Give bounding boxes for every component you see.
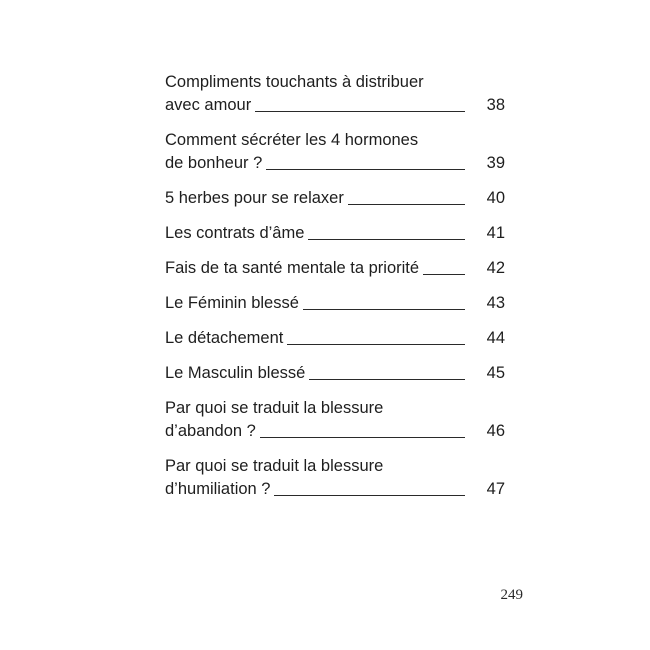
dot-leader xyxy=(260,437,465,438)
toc-page-number: 39 xyxy=(486,154,505,172)
dot-leader xyxy=(309,379,464,380)
toc-entry-title: 5 herbes pour se relaxer xyxy=(165,189,344,207)
toc-entry-title-line xyxy=(165,478,505,501)
toc-entry-title: Les contrats d’âme xyxy=(165,224,305,242)
toc-entry-title-line xyxy=(165,257,505,280)
toc-entry[interactable] xyxy=(165,292,505,315)
dot-leader xyxy=(266,169,464,170)
toc-entry-title-line xyxy=(165,94,505,117)
dot-leader xyxy=(287,344,464,345)
dot-leader xyxy=(274,495,464,496)
dot-leader xyxy=(348,204,465,205)
toc-entry-title: Le détachement xyxy=(165,329,284,347)
toc-entry-title: Comment sécréter les 4 hormones xyxy=(165,131,419,149)
toc-page-number: 41 xyxy=(486,224,505,242)
page-number-footer: 249 xyxy=(500,587,523,603)
toc-page-number: 40 xyxy=(486,189,505,207)
toc-entry-title: Fais de ta santé mentale ta priorité xyxy=(165,259,420,277)
dot-leader xyxy=(308,239,464,240)
toc-entry-title: d’humiliation ? xyxy=(165,480,271,498)
toc-entry-title: Le Masculin blessé xyxy=(165,364,306,382)
toc-entry-title: d’abandon ? xyxy=(165,422,256,440)
toc-entry[interactable] xyxy=(165,129,505,175)
toc-entry-title-line xyxy=(165,420,505,443)
toc-entry-title-line xyxy=(165,397,505,420)
toc-entry[interactable] xyxy=(165,362,505,385)
toc-page-number: 42 xyxy=(486,259,505,277)
toc-entry-title: de bonheur ? xyxy=(165,154,263,172)
table-of-contents xyxy=(165,71,505,513)
dot-leader xyxy=(423,274,465,275)
toc-entry-title: Par quoi se traduit la blessure xyxy=(165,457,384,475)
toc-entry[interactable] xyxy=(165,397,505,443)
toc-entry-title-line xyxy=(165,362,505,385)
toc-entry-title-line xyxy=(165,455,505,478)
toc-page-number: 46 xyxy=(486,422,505,440)
toc-page-number: 44 xyxy=(486,329,505,347)
toc-entry-title: Le Féminin blessé xyxy=(165,294,299,312)
dot-leader xyxy=(255,111,464,112)
toc-entry-title-line xyxy=(165,187,505,210)
toc-entry-title-line xyxy=(165,152,505,175)
toc-entry[interactable] xyxy=(165,327,505,350)
toc-entry-title-line xyxy=(165,327,505,350)
toc-entry-title: Compliments touchants à distribuer xyxy=(165,73,424,91)
toc-page-number: 38 xyxy=(486,96,505,114)
toc-entry[interactable] xyxy=(165,257,505,280)
toc-entry-title-line xyxy=(165,222,505,245)
toc-entry[interactable] xyxy=(165,71,505,117)
toc-entry-title-line xyxy=(165,292,505,315)
toc-entry[interactable] xyxy=(165,187,505,210)
toc-entry-title: Par quoi se traduit la blessure xyxy=(165,399,384,417)
toc-entry-title-line xyxy=(165,129,505,152)
dot-leader xyxy=(303,309,465,310)
toc-page-number: 43 xyxy=(486,294,505,312)
toc-page-number: 47 xyxy=(486,480,505,498)
toc-entry-title: avec amour xyxy=(165,96,252,114)
toc-page-number: 45 xyxy=(486,364,505,382)
toc-entry[interactable] xyxy=(165,222,505,245)
toc-entry[interactable] xyxy=(165,455,505,501)
toc-entry-title-line xyxy=(165,71,505,94)
